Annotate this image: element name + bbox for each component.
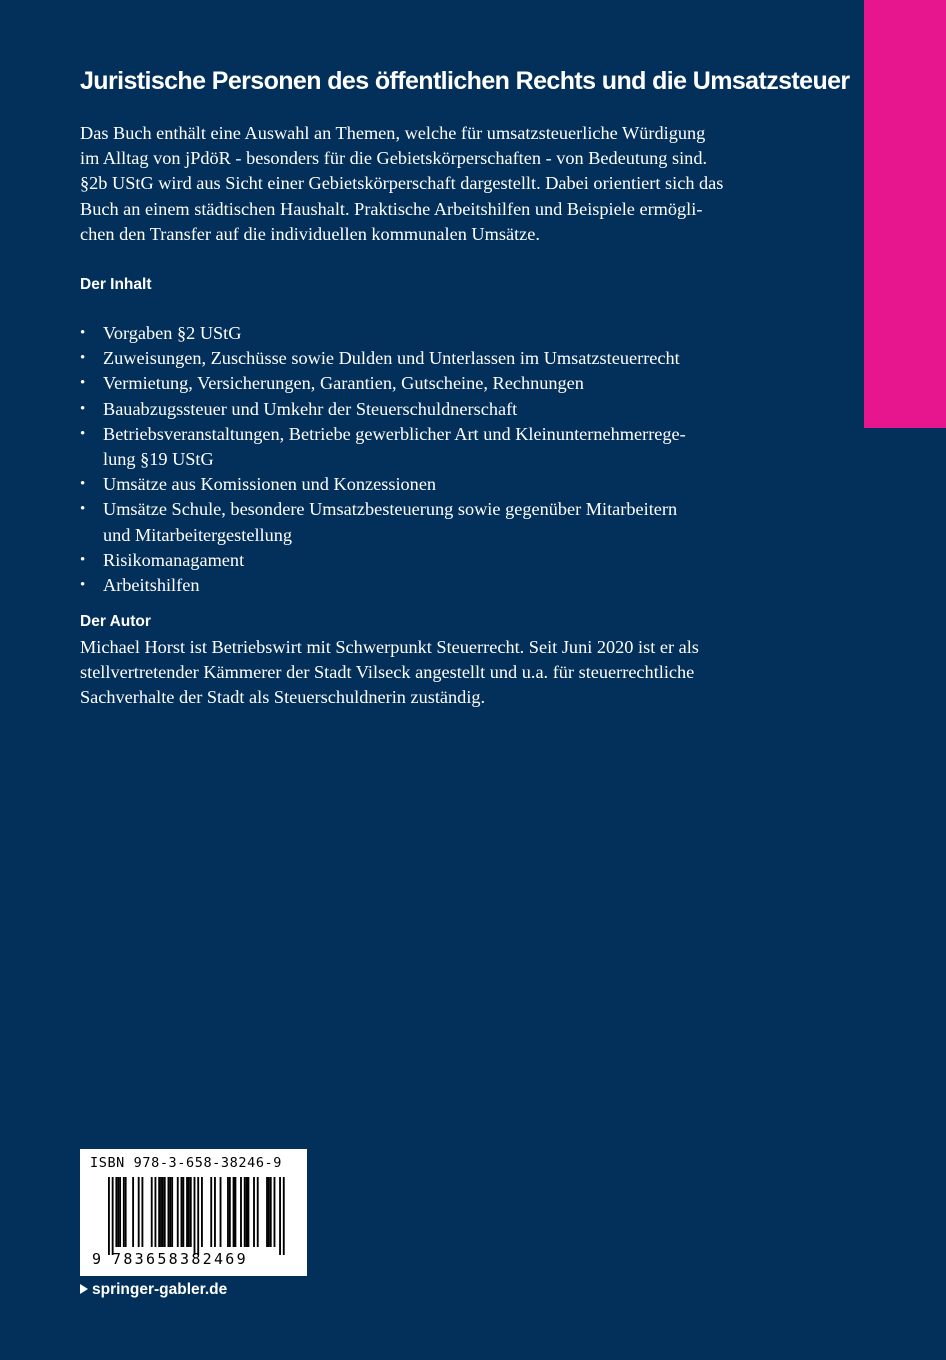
barcode-bar [181, 1177, 183, 1247]
description-line: chen den Transfer auf die individuellen kommunalen Umsätze. [80, 223, 540, 244]
barcode-bar [123, 1177, 125, 1247]
barcode-bar [246, 1177, 248, 1247]
website-label: springer-gabler.de [92, 1281, 228, 1298]
barcode-bar [194, 1177, 196, 1255]
barcode-bar [169, 1177, 171, 1247]
book-title: Juristische Personen des öffentlichen Rechts und die Umsatzsteuer [80, 67, 850, 95]
barcode-lead-digit: 9 [92, 1250, 102, 1268]
list-item: • Vermietung, Versicherungen, Garantien, Gutscheine, Rechnungen [80, 371, 780, 396]
author-line: Michael Horst ist Betriebswirt mit Schwerpunkt Steuerrecht. Seit Juni 2020 ist er als [80, 637, 699, 657]
barcode-bar [240, 1177, 242, 1247]
barcode-bar [283, 1177, 285, 1255]
barcode-bar [155, 1177, 157, 1247]
barcode-bar [164, 1177, 166, 1247]
arrow-right-icon [80, 1284, 88, 1294]
barcode-bar [188, 1177, 190, 1247]
barcode-bar [214, 1177, 216, 1247]
accent-bar [864, 0, 946, 428]
description-line: §2b UStG wird aus Sicht einer Gebietskörperschaft dargestellt. Dabei orientiert sich das [80, 173, 724, 194]
author-line: Sachverhalte der Stadt als Steuerschuldnerin zuständig. [80, 687, 486, 708]
barcode-bar [171, 1177, 173, 1247]
barcode-bar [266, 1177, 268, 1247]
barcode-bar [233, 1177, 235, 1247]
barcode-bar [117, 1177, 119, 1247]
barcode-bar [119, 1177, 121, 1247]
description-line: im Alltag von jPdöR - besonders für die Gebietskörperschaften - von Bedeutung sind. [80, 148, 708, 169]
list-item: • Bauabzugssteuer und Umkehr der Steuerschuldnerschaft [80, 397, 780, 422]
barcode-bar [197, 1177, 199, 1255]
list-item: • Risikomanagament [80, 548, 780, 573]
barcode-bar [220, 1177, 222, 1247]
list-item: • Umsätze Schule, besondere Umsatzbesteuerung sowie gegenüber Mitarbeitern und Mitarbeitergestellung [80, 497, 780, 547]
barcode-bar [279, 1177, 281, 1255]
barcode-digits: 783658382469 [112, 1250, 248, 1268]
description-line: Buch an einem städtischen Haushalt. Praktische Arbeitshilfen und Beispiele ermögli- [80, 198, 703, 219]
barcode-bar [138, 1177, 140, 1247]
publisher-website[interactable] [80, 1280, 227, 1300]
author-bio [80, 635, 780, 711]
barcode-bar [274, 1177, 276, 1247]
isbn-barcode [80, 1149, 307, 1276]
list-item: • Arbeitshilfen [80, 573, 780, 598]
barcode-bar [270, 1177, 272, 1247]
barcode-bar [160, 1177, 162, 1247]
barcode-bar [268, 1177, 270, 1247]
barcode-bar [186, 1177, 188, 1247]
barcode-bar [177, 1177, 179, 1247]
barcode-bar [234, 1177, 236, 1247]
barcode-bar [244, 1177, 246, 1247]
barcode-bar [108, 1177, 110, 1255]
barcode-bar [248, 1177, 250, 1247]
list-item: • Umsätze aus Komissionen und Konzessionen [80, 472, 780, 497]
book-description [80, 121, 762, 247]
barcode-bar [257, 1177, 259, 1247]
isbn-label: ISBN 978-3-658-38246-9 [90, 1155, 283, 1171]
barcode-bar [182, 1177, 184, 1247]
barcode-bar [190, 1177, 192, 1247]
contents-list [80, 321, 780, 598]
barcode-bar [132, 1177, 134, 1247]
author-heading: Der Autor [80, 613, 151, 630]
barcode-bar [112, 1177, 114, 1255]
author-line: stellvertretender Kämmerer der Stadt Vilseck angestellt und u.a. für steuerrechtliche [80, 662, 695, 683]
barcode-bar [253, 1177, 255, 1247]
list-item: • Zuweisungen, Zuschüsse sowie Dulden und Unterlassen im Umsatzsteuerrecht [80, 346, 780, 371]
contents-heading: Der Inhalt [80, 276, 152, 293]
barcode-bar [141, 1177, 143, 1247]
barcode-bar [201, 1177, 203, 1247]
barcode-bar [115, 1177, 117, 1247]
list-item: • Vorgaben §2 UStG [80, 321, 780, 346]
barcode-bar [210, 1177, 212, 1247]
barcode-bar [125, 1177, 127, 1247]
barcode-bar [151, 1177, 153, 1247]
barcode-bar [158, 1177, 160, 1247]
description-line: Das Buch enthält eine Auswahl an Themen, welche für umsatzsteuerliche Würdigung [80, 123, 706, 143]
barcode-bar [162, 1177, 164, 1247]
barcode-bar [229, 1177, 231, 1247]
barcode-bar [168, 1177, 170, 1247]
list-item: • Betriebsveranstaltungen, Betriebe gewerblicher Art und Kleinunternehmerrege- lung §19 UStG [80, 422, 780, 472]
barcode-bar [227, 1177, 229, 1247]
